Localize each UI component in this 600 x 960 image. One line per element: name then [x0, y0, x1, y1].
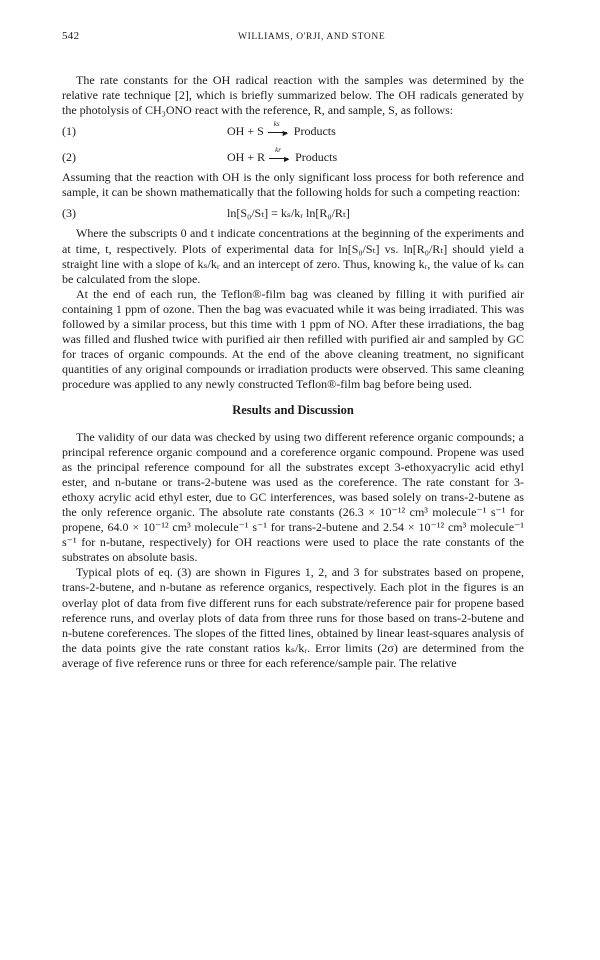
equation-body: [227, 146, 524, 165]
equation-number: (2): [62, 149, 76, 164]
equation-1: [62, 118, 524, 144]
rate-constant-label: ks: [273, 120, 280, 129]
equation-left: OH + R: [227, 149, 266, 164]
equation-number: (1): [62, 123, 76, 138]
cleaning-paragraph: At the end of each run, the Teflon®-film bag was cleaned by filling it with purified air containing 1 ppm of ozone. Then the bag was evacuated while it was being irradiated. This was followed by a similar process, but this time with 1 ppm of NO. After these irradiations, the bag was filled and flushed twice with purified air then refilled with purified air and sampled by GC for traces of organic compounds. At the end of the above cleaning treatment, no significant quantities of any original compounds or irradiation products were observed. This same cleaning procedure was applied to any newly constructed Teflon®-film bag before being used.: [62, 286, 524, 392]
running-head: WILLIAMS, O'RJI, AND STONE: [238, 32, 386, 42]
equation-left: OH + S: [227, 123, 264, 138]
reaction-arrow-icon: kr ►: [269, 153, 291, 163]
equation-body: [227, 120, 524, 139]
document-page: [62, 30, 524, 671]
page-number: 542: [62, 30, 80, 42]
assumption-paragraph: Assuming that the reaction with OH is the only significant loss process for both reference and sample, it can be shown mathematically that the following holds for such a competing reaction:: [62, 170, 524, 200]
equation-3: [62, 200, 524, 226]
where-paragraph: Where the subscripts 0 and t indicate concentrations at the beginning of the experiments and at time, t, respectively. Plots of experimental data for ln[S₀/Sₜ] vs. ln[R₀/Rₜ] should yield a straight line with a slope of kₛ/kᵣ and an intercept of zero. Thus, knowing kᵣ, the value of kₛ can be calculated from the slope.: [62, 226, 524, 286]
equation-right: Products: [293, 123, 336, 138]
reaction-arrow-icon: ks ►: [268, 127, 290, 137]
page-header: [62, 30, 524, 48]
equation-expression: ln[S₀/Sₜ] = kₛ/kᵣ ln[R₀/Rₜ]: [227, 205, 350, 220]
equation-right: Products: [295, 149, 338, 164]
rate-constant-label: kr: [275, 146, 281, 155]
equation-number: (3): [62, 205, 76, 220]
equation-2: [62, 144, 524, 170]
intro-paragraph: The rate constants for the OH radical reaction with the samples was determined by the relative rate technique [2], which is briefly summarized below. The OH radicals generated by the photolysis of CH₃ONO react with the reference, R, and sample, S, as follows:: [62, 73, 524, 118]
validity-paragraph: The validity of our data was checked by using two different reference organic compounds; a principal reference organic compound and a coreference organic compound. Propene was used as the principal reference compound for all the substrates except 3-ethoxyacrylic acid ethyl ester, and n-butane or trans-2-butene was used as the coreference. The rate constant for 3-ethoxy acrylic acid ethyl ester, due to GC interferences, was based solely on trans-2-butene as the only reference organic. The absolute rate constants (26.3 × 10⁻¹² cm³ molecule⁻¹ s⁻¹ for propene, 64.0 × 10⁻¹² cm³ molecule⁻¹ s⁻¹ for trans-2-butene and 2.54 × 10⁻¹² cm³ molecule⁻¹ s⁻¹ for n-butane, respectively) for OH reactions were used to place the rate constants of the substrates on absolute basis.: [62, 429, 524, 565]
document-body: [62, 73, 524, 671]
typical-plots-paragraph: Typical plots of eq. (3) are shown in Figures 1, 2, and 3 for substrates based on propene, trans-2-butene, and n-butane as reference organics, respectively. Each plot in the figures is an overlay plot of data from five different runs for each substrate/reference pair for propene based reference runs, and overlay plots of data from three runs for those based on trans-2-butene and n-butene coreferences. The slopes of the fitted lines, obtained by linear least-squares analysis of the data points give the rate constant ratios kₛ/kᵣ. Error limits (2σ) are determined from the average of five reference runs or three for each reference/sample pair. The relative: [62, 565, 524, 670]
section-title: Results and Discussion: [232, 402, 354, 417]
